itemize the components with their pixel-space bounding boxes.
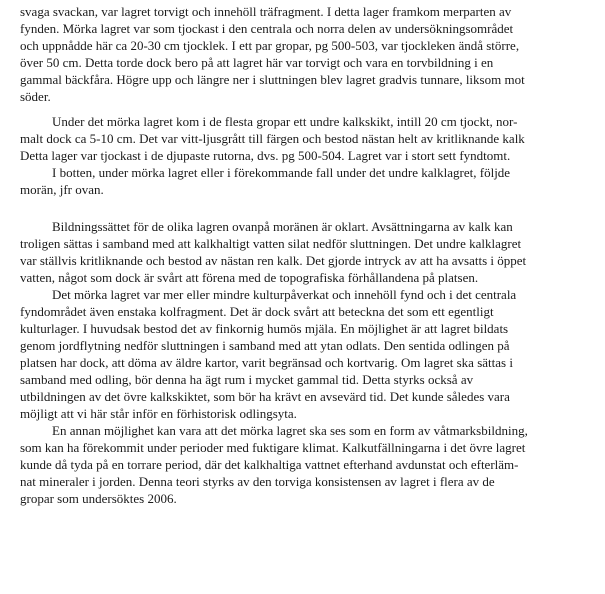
text-line: vatten, något som dock är svårt att förena med de topografiska förhållandena på platsen.	[20, 270, 479, 285]
text-line: möjligt att vi här står inför en förhistorisk odlingsyta.	[20, 406, 297, 421]
text-line: troligen sättas i samband med att kalkhaltigt vatten silat nedför sluttningen. Det undre kalklagret	[20, 236, 522, 251]
text-line: En annan möjlighet kan vara att det mörka lagret ska ses som en form av våtmarksbildning,	[52, 423, 528, 438]
text-line: platsen har dock, att döma av äldre kartor, varit begränsad och kortvarig. Om lagret ska sättas i	[20, 355, 513, 370]
text-line: Detta lager var tjockast i de djupaste rutorna, dvs. pg 500-504. Lagret var i stort sett fyndtomt.	[20, 148, 511, 163]
text-line: malt dock ca 5-10 cm. Det var vitt-ljusgrått till färgen och bestod nästan helt av kritliknande kalk	[20, 131, 525, 146]
text-line: I botten, under mörka lagret eller i förekommande fall under det undre kalklagret, följde	[52, 165, 511, 180]
text-line: utbildningen av det övre kalkskiktet, som bör ha krävt en avsevärd tid. Det kunde således vara	[20, 389, 510, 404]
text-line: söder.	[20, 89, 51, 104]
text-line: kulturlager. I huvudsak bestod det av finkornig humös mjäla. En möjlighet är att lagret bildats	[20, 321, 509, 336]
text-line: gropar som undersöktes 2006.	[20, 491, 177, 506]
text-line: fynden. Mörka lagret var som tjockast i den centrala och norra delen av undersökningsområdet	[20, 21, 514, 36]
text-line: morän, jfr ovan.	[20, 182, 104, 197]
text-line: gammal bäckfåra. Högre upp och längre ner i sluttningen blev lagret gradvis tunnare, liksom mot	[20, 72, 525, 87]
text-line: fyndområdet även enstaka kolfragment. Det är dock svårt att beteckna det som ett egentligt	[20, 304, 494, 319]
text-line: genom jordflytning nedför sluttningen i samband med att ytan odlats. Den sentida odlingen på	[20, 338, 510, 353]
text-line: över 50 cm. Detta torde dock bero på att lagret här var torvigt och vara en torvbildning i en	[20, 55, 494, 70]
text-line: som kan ha förekommit under perioder med fuktigare klimat. Kalkutfällningarna i det övre lagret	[20, 440, 526, 455]
text-line: Det mörka lagret var mer eller mindre kulturpåverkat och innehöll fynd och i det centrala	[52, 287, 517, 302]
text-line: svaga svackan, var lagret torvigt och innehöll träfragment. I detta lager framkom merparten av	[20, 4, 512, 19]
text-line: Bildningssättet för de olika lagren ovanpå moränen är oklart. Avsättningarna av kalk kan	[52, 219, 513, 234]
text-line: och uppnådde här ca 20-30 cm tjocklek. I ett par gropar, pg 500-503, var tjockleken ändå större,	[20, 38, 520, 53]
text-line: var ställvis kritliknande och bestod av nästan ren kalk. Det gjorde intryck av att ha avsatts i öppet	[20, 253, 527, 268]
text-line: kunde då tyda på en torrare period, där det kalkhaltiga vattnet efterhand avdunstat och efterläm-	[20, 457, 519, 472]
text-line: samband med odling, bör denna ha ägt rum i mycket gammal tid. Detta styrks också av	[20, 372, 474, 387]
text-line: nat mineraler i jorden. Denna teori styrks av den torviga konsistensen av lagret i flera av de	[20, 474, 495, 489]
text-line: Under det mörka lagret kom i de flesta gropar ett undre kalkskikt, intill 20 cm tjockt, nor-	[52, 114, 518, 129]
